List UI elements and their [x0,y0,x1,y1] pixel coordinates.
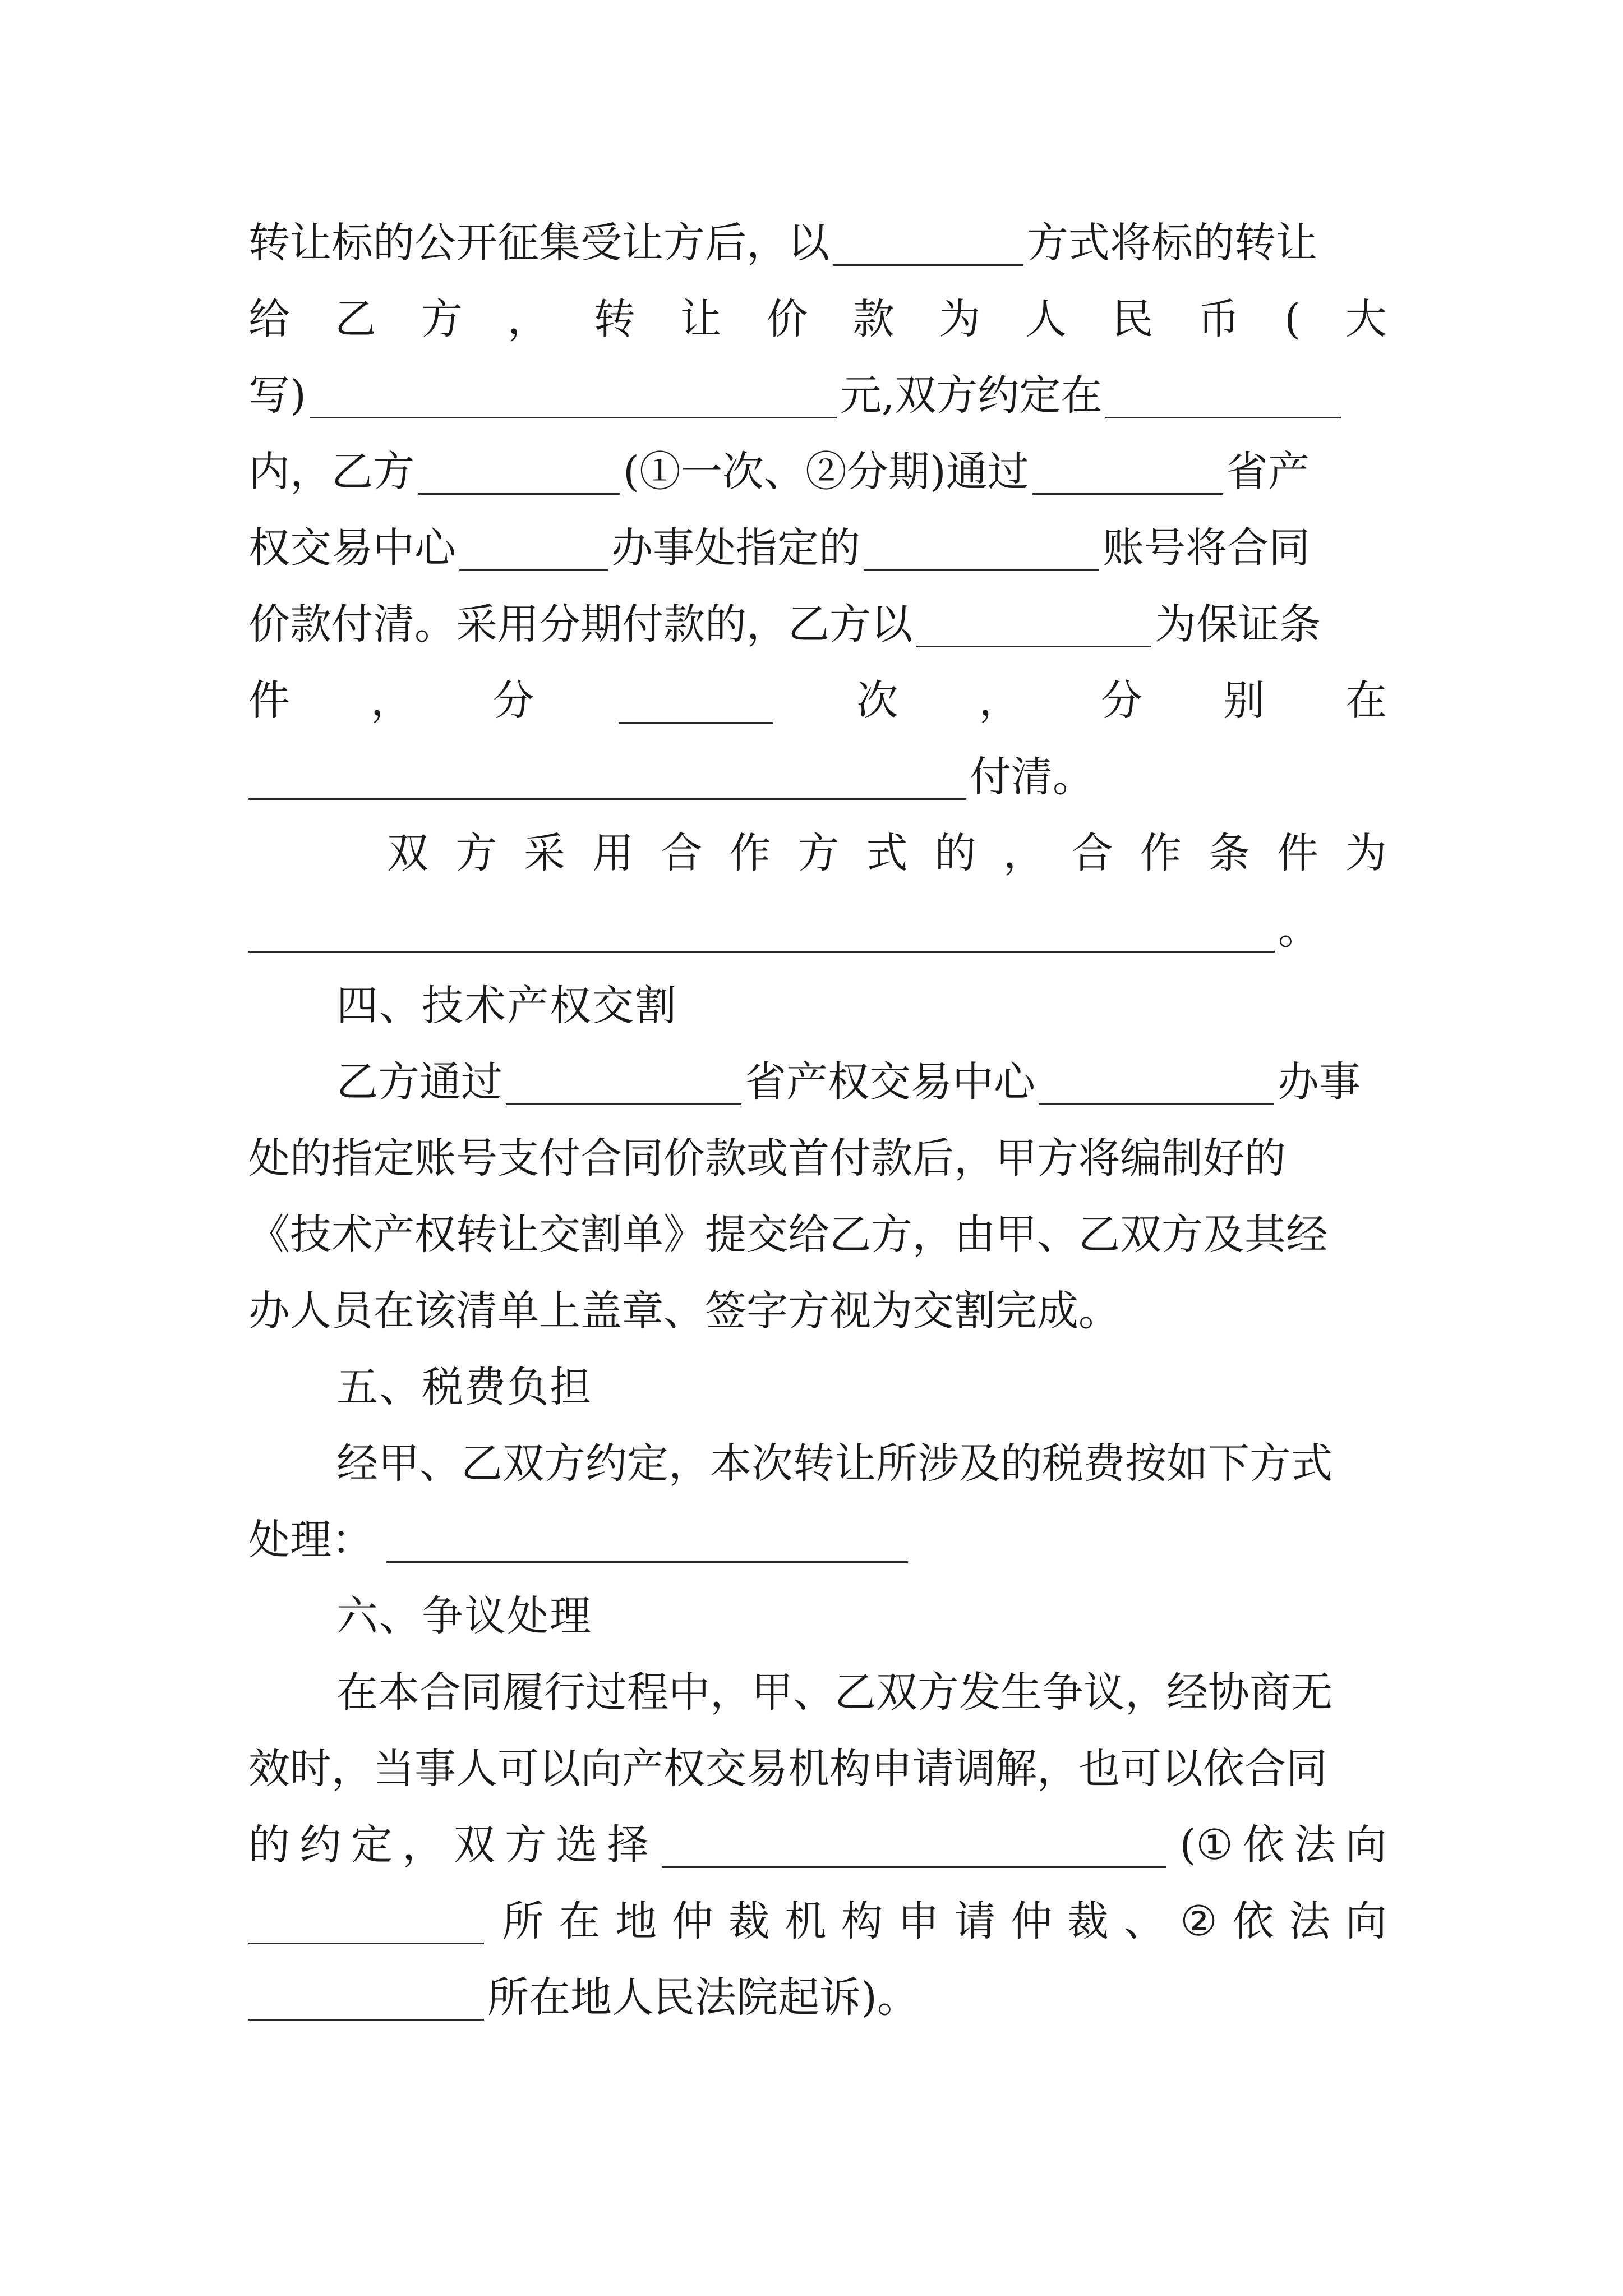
text: 仲 [1011,1897,1053,1945]
text: 方 [455,829,497,877]
fill-in-blank [506,1056,741,1105]
text-line [248,593,1387,655]
text: 式 [866,829,908,877]
text: 地 [615,1897,657,1945]
text: 内，乙方 [248,448,414,496]
text: 民 [1112,295,1154,343]
text: 价 [766,295,808,343]
text: (①一次、②分期)通过 [623,448,1029,496]
fill-in-blank [386,1514,908,1563]
fill-in-blank [459,522,608,571]
text-line [248,1280,1387,1342]
text-line [248,1204,1387,1266]
text: ， [979,677,1021,725]
text-line [248,441,1387,503]
text: 账号将合同 [1103,524,1310,572]
text: 合 [661,829,703,877]
text: 作 [729,829,771,877]
text: 款 [852,295,895,343]
text-line [248,1890,1387,1952]
text-line [248,365,1387,426]
text: 《技术产权转让交割单》提交给乙方，由甲、乙双方及其经 [248,1211,1327,1259]
text: ， [1003,829,1045,877]
text: ， [507,295,549,343]
section-heading [336,1585,1387,1647]
text: 申 [897,1897,939,1945]
text: ， [402,1821,444,1869]
text: 法 [1289,1897,1331,1945]
text-line [248,517,1387,579]
text: 分 [492,677,534,725]
text: 经甲、乙双方约定，本次转让所涉及的税费按如下方式 [336,1439,1332,1488]
fill-in-blank [1032,446,1223,495]
text: 依 [1243,1821,1285,1869]
text: 处的指定账号支付合同价款或首付款后，甲方将编制好的 [248,1134,1286,1182]
text-line [248,1738,1387,1800]
text: 依 [1232,1897,1274,1945]
text-line [336,1662,1387,1723]
fill-in-blank [662,1819,1166,1868]
text: 选 [556,1821,598,1869]
text: 合 [1071,829,1113,877]
text: 裁 [728,1897,770,1945]
text: 次 [856,677,898,725]
text: 件 [1276,829,1318,877]
text: 机 [785,1897,827,1945]
text-line [248,1814,1387,1876]
text: 为 [1345,829,1387,877]
text: 向 [1345,1897,1387,1945]
text-line [248,1128,1387,1189]
text: 向 [1345,1821,1387,1869]
text: 转 [593,295,635,343]
text: 约 [299,1821,342,1869]
section-heading [336,1356,1387,1418]
text: 六、争议处理 [336,1592,592,1640]
text: 在 [559,1897,601,1945]
text: 方 [504,1821,546,1869]
text: ( [1284,295,1301,343]
text-line [336,1051,1387,1113]
text-line [248,1967,1387,2028]
text: 方式将标的转让 [1027,219,1317,267]
text: 用 [592,829,634,877]
fill-in-blank [248,1972,484,2021]
text-line [248,899,1387,960]
text: 所在地人民法院起诉)。 [487,1973,919,2022]
text: 条 [1208,829,1250,877]
text-line [387,822,1387,884]
text-line [336,1433,1387,1494]
text: 采 [524,829,566,877]
text: 的 [934,829,976,877]
text: 的 [248,1821,290,1869]
fill-in-blank [248,751,966,800]
text: 为 [939,295,981,343]
text-line [248,670,1387,731]
text: 、 [1123,1897,1165,1945]
text: 给 [248,295,290,343]
text: 乙方通过 [336,1058,502,1106]
fill-in-blank [418,446,620,495]
text: 件 [248,677,290,725]
section-heading [336,975,1387,1037]
text: 五、税费负担 [336,1363,592,1411]
text: 为保证条 [1155,600,1321,648]
text: 付清。 [970,753,1094,801]
text: 权交易中心 [248,524,456,572]
text: 写) [248,371,306,420]
fill-in-blank [248,904,1275,953]
text: ， [370,677,412,725]
text: 裁 [1067,1897,1109,1945]
text: 省产 [1226,448,1310,496]
text: 方 [421,295,463,343]
text: 在 [1345,677,1387,725]
text: 效时，当事人可以向产权交易机构申请调解，也可以依合同 [248,1745,1327,1793]
text: 双 [453,1821,495,1869]
text: 双 [387,829,428,877]
text: 省产权交易中心 [745,1058,1035,1106]
text: 大 [1345,295,1387,343]
text-line [248,1509,1387,1571]
text: ② [1180,1897,1218,1945]
text: 办事 [1278,1058,1361,1106]
text: 办人员在该清单上盖章、签字方视为交割完成。 [248,1287,1120,1335]
fill-in-blank [916,599,1151,647]
fill-in-blank [1105,370,1341,418]
text: 在本合同履行过程中，甲、乙双方发生争议，经协商无 [336,1668,1332,1717]
text: 元,双方约定在 [840,371,1103,420]
text: 定 [351,1821,393,1869]
text: 乙 [334,295,376,343]
text: 处理： [248,1516,373,1564]
text: 分 [1101,677,1143,725]
text-line [248,288,1387,350]
text: 作 [1140,829,1182,877]
text: 方 [797,829,840,877]
text: 转让标的公开征集受让方后，以 [248,219,829,267]
text: 择 [607,1821,649,1869]
fill-in-blank [310,370,837,418]
text: 所 [502,1897,544,1945]
text: 请 [954,1897,996,1945]
text: 法 [1294,1821,1336,1869]
text: 。 [1278,905,1320,954]
text: (① [1179,1821,1233,1869]
fill-in-blank [619,675,773,724]
text-line [248,212,1387,274]
fill-in-blank [1039,1056,1274,1105]
text: 办事处指定的 [611,524,860,572]
text: 别 [1223,677,1265,725]
text: 仲 [671,1897,713,1945]
text: 让 [680,295,722,343]
fill-in-blank [833,217,1023,266]
fill-in-blank [864,522,1099,571]
text: 四、技术产权交割 [336,982,677,1030]
text: 人 [1025,295,1067,343]
text: 构 [841,1897,883,1945]
text: 币 [1198,295,1240,343]
text: 价款付清。采用分期付款的，乙方以 [248,600,912,648]
text-line [248,746,1387,808]
fill-in-blank [248,1895,484,1944]
